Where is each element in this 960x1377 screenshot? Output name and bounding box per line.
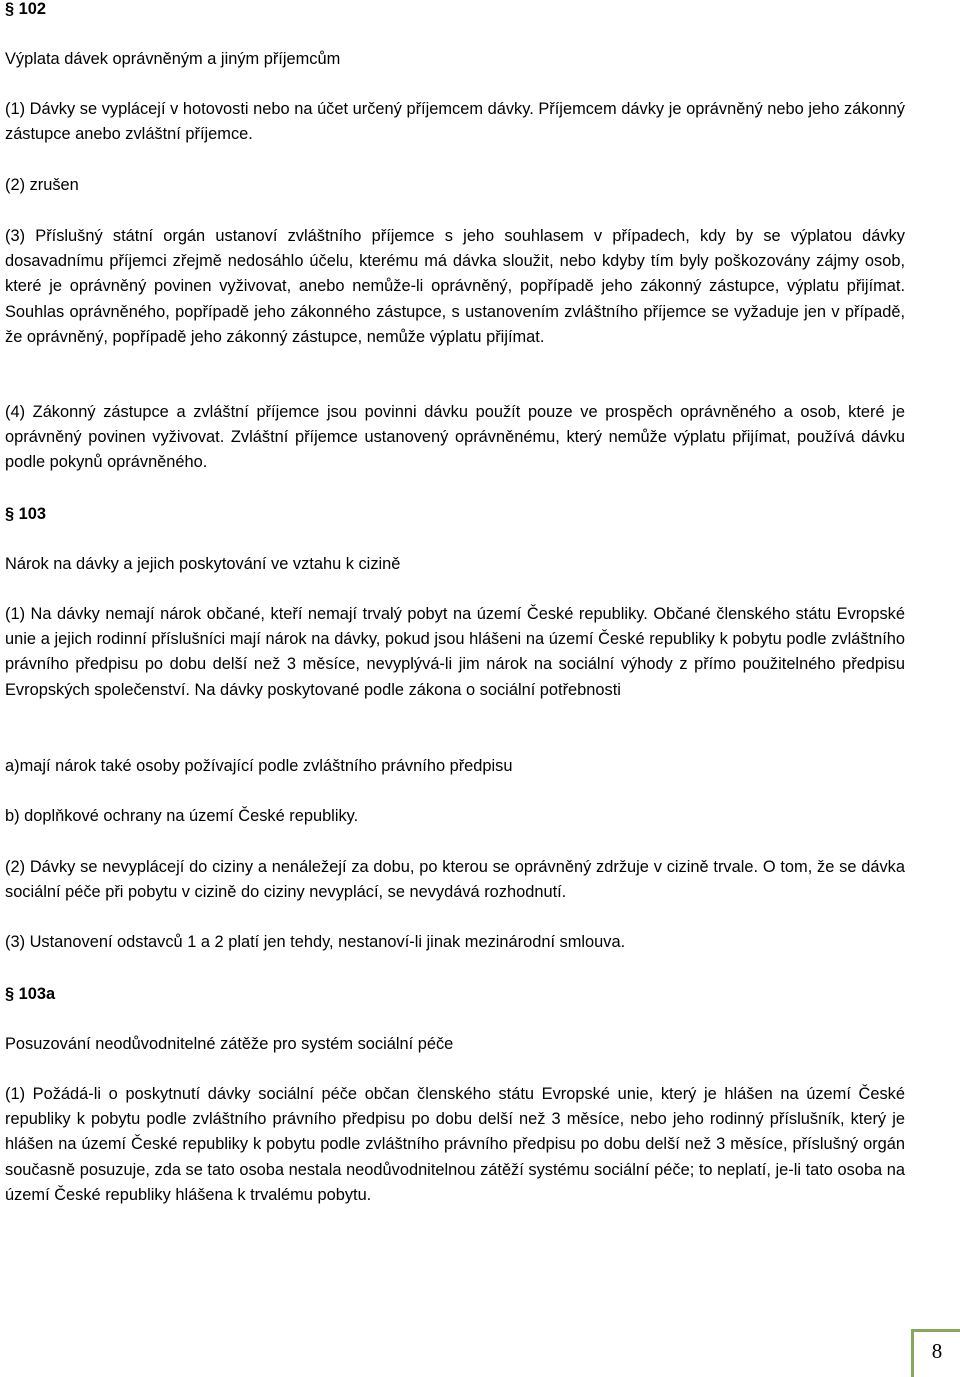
paragraph: (2) zrušen: [5, 176, 79, 194]
section-heading: § 103: [5, 505, 47, 523]
section-title: Posuzování neodůvodnitelné zátěže pro systém sociální péče: [5, 1035, 454, 1053]
section-heading: § 103a: [5, 985, 56, 1003]
paragraph: b) doplňkové ochrany na území České republiky.: [5, 807, 359, 825]
paragraph: (2) Dávky se nevyplácejí do ciziny a nenáležejí za dobu, po kterou se oprávněný zdržuje v cizině trvale. O tom, že se dávka sociální péče při pobytu v cizině do ciziny nevyplácí, se nevydává rozhodnutí.: [5, 858, 905, 902]
section-heading: § 102: [5, 0, 47, 18]
page-number: 8: [911, 1329, 960, 1377]
paragraph: (1) Požádá-li o poskytnutí dávky sociální péče občan členského státu Evropské unie, který je hlášen na území České republiky k pobytu podle zvláštního právního předpisu po dobu delší než 3 měsíce, nebo jeho rodinný příslušník, který je hlášen na území České republiky k pobytu podle zvláštního právního předpisu po dobu delší než 3 měsíce, příslušný orgán současně posuzuje, zda se tato osoba nestala neodůvodnitelnou zátěží systému sociální péče; to neplatí, je-li tato osoba na území České republiky hlášena k trvalému pobytu.: [5, 1085, 905, 1204]
paragraph: (1) Dávky se vyplácejí v hotovosti nebo na účet určený příjemcem dávky. Příjemcem dávky je oprávněný nebo jeho zákonný zástupce anebo zvláštní příjemce.: [5, 100, 905, 144]
paragraph: (1) Na dávky nemají nárok občané, kteří nemají trvalý pobyt na území České republiky. Občané členského státu Evropské unie a jejich rodinní příslušníci mají nárok na dávky, pokud jsou hlášeni na území České republiky k pobytu podle zvláštního právního předpisu po dobu delší než 3 měsíce, nevyplývá-li jim nárok na sociální výhody z přímo použitelného předpisu Evropských společenství. Na dávky poskytované podle zákona o sociální potřebnosti: [5, 605, 905, 699]
paragraph: a)mají nárok také osoby požívající podle zvláštního právního předpisu: [5, 757, 513, 775]
section-title: Výplata dávek oprávněným a jiným příjemcům: [5, 50, 341, 68]
paragraph: (3) Ustanovení odstavců 1 a 2 platí jen tehdy, nestanoví-li jinak mezinárodní smlouva.: [5, 933, 626, 951]
paragraph: (3) Příslušný státní orgán ustanoví zvláštního příjemce s jeho souhlasem v případech, kdy by se výplatou dávky dosavadnímu příjemci zřejmě nedosáhlo účelu, kterému má dávka sloužit, nebo kdyby tím byly poškozovány zájmy osob, které je oprávněný povinen vyživovat, anebo nemůže-li oprávněný, popřípadě jeho zákonný zástupce, výplatu přijímat. Souhlas oprávněného, popřípadě jeho zákonného zástupce, s ustanovením zvláštního příjemce se vyžaduje jen v případě, že oprávněný, popřípadě jeho zákonný zástupce, nemůže výplatu přijímat.: [5, 227, 905, 346]
section-title: Nárok na dávky a jejich poskytování ve vztahu k cizině: [5, 555, 401, 573]
paragraph: (4) Zákonný zástupce a zvláštní příjemce jsou povinni dávku použít pouze ve prospěch oprávněného a osob, které je oprávněný povinen vyživovat. Zvláštní příjemce ustanovený oprávněnému, který nemůže výplatu přijímat, používá dávku podle pokynů oprávněného.: [5, 403, 905, 472]
